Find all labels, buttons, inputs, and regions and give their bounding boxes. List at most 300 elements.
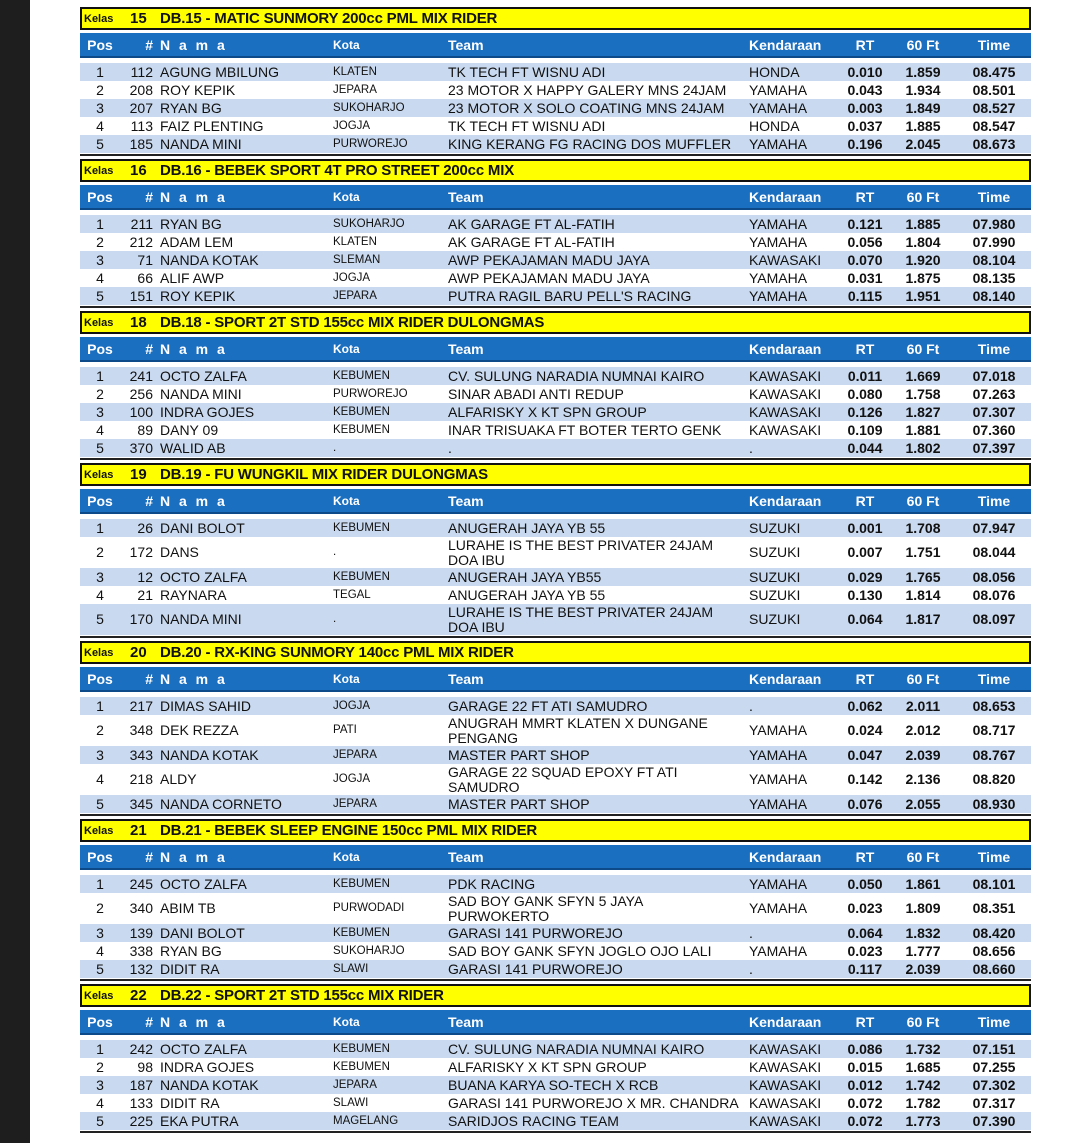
cell-sixty-ft: 1.881 (905, 422, 941, 438)
cell-team: ANUGRAH MMRT KLATEN X DUNGANE PENGANG (448, 715, 708, 746)
cell-reaction-time: 0.080 (847, 386, 883, 402)
cell-name: FAIZ PLENTING (160, 118, 264, 134)
cell-city: KEBUMEN (333, 927, 390, 939)
cell-reaction-time: 0.047 (847, 747, 883, 763)
cell-name: RAYNARA (160, 587, 227, 603)
cell-city: JOGJA (333, 700, 371, 712)
kelas-number: 21 (130, 822, 147, 839)
table-row (80, 367, 1031, 385)
cell-time: 08.501 (972, 82, 1016, 98)
cell-pos: 5 (96, 611, 104, 627)
header-number: # (145, 1014, 153, 1030)
cell-vehicle: YAMAHA (749, 796, 808, 812)
class-title: DB.15 - MATIC SUNMORY 200cc PML MIX RIDER (160, 10, 498, 27)
header-sixty-ft: 60 Ft (906, 189, 940, 205)
cell-sixty-ft: 1.758 (905, 386, 941, 402)
cell-sixty-ft: 1.809 (905, 900, 941, 916)
cell-pos: 5 (96, 440, 104, 456)
cell-reaction-time: 0.050 (847, 876, 883, 892)
cell-pos: 1 (96, 368, 104, 384)
cell-time: 08.097 (972, 611, 1016, 627)
cell-time: 07.317 (972, 1095, 1016, 1111)
cell-name: DANI BOLOT (160, 520, 245, 536)
cell-city: KEBUMEN (333, 878, 390, 890)
cell-team: ALFARISKY X KT SPN GROUP (448, 404, 647, 420)
header-name: N a m a (160, 189, 228, 205)
results-table (80, 697, 1031, 816)
class-title: DB.20 - RX-KING SUNMORY 140cc PML MIX RIDER (160, 644, 514, 661)
header-city: Kota (333, 850, 360, 864)
header-name: N a m a (160, 341, 228, 357)
results-table (80, 519, 1031, 638)
results-table (80, 215, 1031, 308)
cell-name: INDRA GOJES (160, 404, 255, 420)
cell-reaction-time: 0.086 (847, 1041, 883, 1057)
table-row (80, 117, 1031, 135)
table-row (80, 519, 1031, 537)
header-team: Team (448, 849, 484, 865)
cell-sixty-ft: 1.777 (905, 943, 941, 959)
class-section (80, 641, 1031, 819)
cell-number: 113 (130, 118, 153, 134)
cell-team: AWP PEKAJAMAN MADU JAYA (448, 252, 650, 268)
cell-pos: 4 (96, 587, 104, 603)
cell-pos: 1 (96, 520, 104, 536)
header-number: # (145, 493, 153, 509)
cell-city: JEPARA (333, 749, 377, 761)
cell-city: MAGELANG (333, 1115, 399, 1127)
cell-reaction-time: 0.070 (847, 252, 883, 268)
cell-reaction-time: 0.117 (847, 961, 883, 977)
kelas-label: Kelas (84, 468, 114, 481)
cell-number: 66 (137, 270, 153, 286)
cell-name: AGUNG MBILUNG (160, 64, 280, 80)
cell-city: . (333, 442, 337, 454)
header-city: Kota (333, 342, 360, 356)
cell-number: 112 (130, 64, 153, 80)
cell-name: DANI BOLOT (160, 925, 245, 941)
cell-city: KEBUMEN (333, 571, 390, 583)
cell-city: PATI (333, 724, 357, 736)
cell-city: KLATEN (333, 66, 377, 78)
class-section (80, 311, 1031, 463)
cell-vehicle: SUZUKI (749, 544, 801, 560)
cell-reaction-time: 0.015 (847, 1059, 883, 1075)
cell-vehicle: YAMAHA (749, 747, 808, 763)
table-row (80, 795, 1031, 813)
cell-vehicle: YAMAHA (749, 288, 808, 304)
cell-reaction-time: 0.010 (847, 64, 883, 80)
cell-time: 08.930 (972, 796, 1016, 812)
cell-time: 08.076 (972, 587, 1016, 603)
cell-city: KEBUMEN (333, 406, 390, 418)
cell-sixty-ft: 1.742 (905, 1077, 941, 1093)
cell-vehicle: KAWASAKI (749, 252, 822, 268)
cell-vehicle: KAWASAKI (749, 368, 822, 384)
cell-number: 185 (129, 136, 153, 152)
kelas-label: Kelas (84, 12, 114, 25)
cell-number: 12 (137, 569, 153, 585)
kelas-label: Kelas (84, 316, 114, 329)
cell-number: 133 (129, 1095, 153, 1111)
cell-number: 21 (137, 587, 153, 603)
cell-vehicle: KAWASAKI (749, 404, 822, 420)
cell-number: 89 (137, 422, 153, 438)
cell-sixty-ft: 1.804 (905, 234, 941, 250)
header-sixty-ft: 60 Ft (906, 1014, 940, 1030)
cell-city: SUKOHARJO (333, 102, 405, 114)
cell-reaction-time: 0.142 (847, 771, 883, 787)
cell-reaction-time: 0.011 (847, 368, 883, 384)
cell-vehicle: KAWASAKI (749, 422, 822, 438)
cell-reaction-time: 0.023 (847, 943, 883, 959)
header-city: Kota (333, 672, 360, 686)
cell-time: 08.044 (972, 544, 1016, 560)
kelas-number: 16 (130, 162, 147, 179)
table-header (80, 489, 1031, 514)
results-table (80, 63, 1031, 156)
cell-reaction-time: 0.115 (847, 288, 883, 304)
cell-time: 08.820 (972, 771, 1016, 787)
cell-pos: 4 (96, 422, 104, 438)
class-section (80, 7, 1031, 159)
cell-reaction-time: 0.121 (847, 216, 883, 232)
cell-sixty-ft: 2.055 (905, 796, 941, 812)
cell-number: 256 (129, 386, 153, 402)
header-vehicle: Kendaraan (749, 493, 822, 509)
cell-sixty-ft: 1.861 (905, 876, 941, 892)
cell-vehicle: YAMAHA (749, 270, 808, 286)
cell-number: 26 (137, 520, 153, 536)
table-row (80, 764, 1031, 795)
cell-team: CV. SULUNG NARADIA NUMNAI KAIRO (448, 368, 705, 384)
cell-name: OCTO ZALFA (160, 368, 247, 384)
class-title: DB.22 - SPORT 2T STD 155cc MIX RIDER (160, 987, 444, 1004)
class-banner (80, 159, 1031, 182)
cell-name: NANDA KOTAK (160, 1077, 259, 1093)
cell-team: 23 MOTOR X HAPPY GALERY MNS 24JAM (448, 82, 727, 98)
table-row (80, 697, 1031, 715)
cell-sixty-ft: 1.817 (905, 611, 941, 627)
cell-sixty-ft: 2.011 (905, 698, 941, 714)
header-team: Team (448, 189, 484, 205)
cell-reaction-time: 0.012 (847, 1077, 883, 1093)
header-number: # (145, 671, 153, 687)
cell-name: ADAM LEM (160, 234, 234, 250)
cell-city: JOGJA (333, 272, 371, 284)
cell-time: 08.653 (972, 698, 1016, 714)
cell-pos: 1 (96, 876, 104, 892)
cell-vehicle: SUZUKI (749, 587, 801, 603)
cell-reaction-time: 0.056 (847, 234, 883, 250)
header-name: N a m a (160, 849, 228, 865)
header-reaction-time: RT (855, 1014, 875, 1030)
cell-reaction-time: 0.044 (847, 440, 883, 456)
cell-time: 08.475 (972, 64, 1016, 80)
cell-time: 08.140 (972, 288, 1016, 304)
table-row (80, 135, 1031, 153)
cell-city: KLATEN (333, 236, 377, 248)
cell-name: DANS (160, 544, 199, 560)
cell-city: JOGJA (333, 773, 371, 785)
cell-vehicle: YAMAHA (749, 82, 808, 98)
table-row (80, 1094, 1031, 1112)
cell-sixty-ft: 1.859 (905, 64, 941, 80)
cell-number: 245 (129, 876, 153, 892)
cell-city: SLEMAN (333, 254, 381, 266)
cell-sixty-ft: 1.934 (905, 82, 941, 98)
cell-reaction-time: 0.037 (847, 118, 883, 134)
cell-sixty-ft: 1.885 (905, 118, 941, 134)
cell-number: 343 (129, 747, 153, 763)
cell-vehicle: SUZUKI (749, 520, 801, 536)
cell-number: 132 (129, 961, 153, 977)
cell-reaction-time: 0.007 (847, 544, 883, 560)
cell-team: ALFARISKY X KT SPN GROUP (448, 1059, 647, 1075)
cell-team: SAD BOY GANK SFYN JOGLO OJO LALI (448, 943, 712, 959)
table-row (80, 81, 1031, 99)
cell-time: 07.302 (972, 1077, 1016, 1093)
cell-number: 172 (129, 544, 153, 560)
cell-number: 212 (129, 234, 153, 250)
header-city: Kota (333, 190, 360, 204)
cell-name: RYAN BG (160, 100, 222, 116)
header-team: Team (448, 37, 484, 53)
header-time: Time (977, 189, 1011, 205)
cell-pos: 2 (96, 82, 104, 98)
header-vehicle: Kendaraan (749, 341, 822, 357)
cell-pos: 4 (96, 1095, 104, 1111)
table-header (80, 185, 1031, 210)
cell-vehicle: YAMAHA (749, 943, 808, 959)
cell-pos: 5 (96, 136, 104, 152)
cell-city: PURWOREJO (333, 138, 408, 150)
cell-name: ALDY (160, 771, 197, 787)
cell-team: TK TECH FT WISNU ADI (448, 64, 606, 80)
cell-team: ANUGERAH JAYA YB 55 (448, 587, 606, 603)
cell-time: 07.990 (972, 234, 1016, 250)
class-banner (80, 819, 1031, 842)
class-banner (80, 311, 1031, 334)
cell-vehicle: SUZUKI (749, 611, 801, 627)
header-reaction-time: RT (855, 493, 875, 509)
results-table (80, 367, 1031, 460)
cell-pos: 2 (96, 722, 104, 738)
class-banner (80, 463, 1031, 486)
table-row (80, 251, 1031, 269)
cell-pos: 3 (96, 747, 104, 763)
header-name: N a m a (160, 493, 228, 509)
header-number: # (145, 189, 153, 205)
cell-pos: 3 (96, 569, 104, 585)
cell-pos: 4 (96, 771, 104, 787)
kelas-number: 18 (130, 314, 147, 331)
cell-name: NANDA KOTAK (160, 252, 259, 268)
cell-vehicle: HONDA (749, 118, 800, 134)
cell-name: ABIM TB (160, 900, 216, 916)
cell-sixty-ft: 1.920 (905, 252, 941, 268)
cell-reaction-time: 0.126 (847, 404, 883, 420)
header-city: Kota (333, 38, 360, 52)
cell-pos: 1 (96, 1041, 104, 1057)
header-time: Time (977, 37, 1011, 53)
cell-team: MASTER PART SHOP (448, 747, 590, 763)
table-row (80, 924, 1031, 942)
cell-city: PURWOREJO (333, 388, 408, 400)
cell-number: 170 (129, 611, 153, 627)
class-title: DB.21 - BEBEK SLEEP ENGINE 150cc PML MIX RIDER (160, 822, 538, 839)
cell-city: JEPARA (333, 1079, 377, 1091)
cell-vehicle: HONDA (749, 64, 800, 80)
cell-team: GARASI 141 PURWOREJO X MR. CHANDRA (448, 1095, 739, 1111)
header-reaction-time: RT (855, 671, 875, 687)
cell-time: 08.673 (972, 136, 1016, 152)
cell-time: 07.018 (972, 368, 1016, 384)
header-number: # (145, 849, 153, 865)
header-time: Time (977, 1014, 1011, 1030)
header-name: N a m a (160, 1014, 228, 1030)
cell-time: 07.360 (972, 422, 1016, 438)
cell-pos: 2 (96, 1059, 104, 1075)
cell-vehicle: YAMAHA (749, 722, 808, 738)
cell-reaction-time: 0.130 (847, 587, 883, 603)
cell-team: BUANA KARYA SO-TECH X RCB (448, 1077, 659, 1093)
cell-team: . (448, 440, 452, 456)
header-pos: Pos (87, 671, 113, 687)
cell-city: KEBUMEN (333, 522, 390, 534)
cell-name: ROY KEPIK (160, 82, 236, 98)
table-row (80, 568, 1031, 586)
cell-team: CV. SULUNG NARADIA NUMNAI KAIRO (448, 1041, 705, 1057)
table-row (80, 63, 1031, 81)
cell-city: JOGJA (333, 120, 371, 132)
cell-sixty-ft: 1.685 (905, 1059, 941, 1075)
table-row (80, 960, 1031, 978)
cell-name: OCTO ZALFA (160, 876, 247, 892)
header-pos: Pos (87, 849, 113, 865)
cell-pos: 3 (96, 925, 104, 941)
header-city: Kota (333, 1015, 360, 1029)
cell-sixty-ft: 2.039 (905, 961, 941, 977)
cell-name: DIMAS SAHID (160, 698, 252, 714)
kelas-label: Kelas (84, 646, 114, 659)
cell-pos: 1 (96, 216, 104, 232)
table-row (80, 715, 1031, 746)
cell-time: 07.151 (972, 1041, 1016, 1057)
cell-vehicle: YAMAHA (749, 234, 808, 250)
table-row (80, 1040, 1031, 1058)
header-pos: Pos (87, 1014, 113, 1030)
cell-sixty-ft: 1.765 (905, 569, 941, 585)
cell-pos: 4 (96, 943, 104, 959)
cell-sixty-ft: 2.045 (905, 136, 941, 152)
cell-team: MASTER PART SHOP (448, 796, 590, 812)
cell-city: . (333, 546, 337, 558)
cell-number: 151 (129, 288, 153, 304)
table-row (80, 439, 1031, 457)
cell-sixty-ft: 2.012 (905, 722, 941, 738)
header-reaction-time: RT (855, 341, 875, 357)
cell-pos: 2 (96, 234, 104, 250)
header-number: # (145, 37, 153, 53)
cell-number: 340 (129, 900, 153, 916)
cell-number: 241 (129, 368, 153, 384)
class-title: DB.18 - SPORT 2T STD 155cc MIX RIDER DULONGMAS (160, 314, 545, 331)
cell-team: LURAHE IS THE BEST PRIVATER 24JAM DOA IBU (448, 604, 714, 635)
cell-time: 07.980 (972, 216, 1016, 232)
cell-city: KEBUMEN (333, 424, 390, 436)
cell-sixty-ft: 1.875 (905, 270, 941, 286)
header-vehicle: Kendaraan (749, 849, 822, 865)
header-pos: Pos (87, 493, 113, 509)
table-row (80, 215, 1031, 233)
table-header (80, 845, 1031, 870)
cell-city: SUKOHARJO (333, 945, 405, 957)
table-header (80, 1010, 1031, 1035)
table-header (80, 667, 1031, 692)
cell-pos: 2 (96, 386, 104, 402)
cell-pos: 5 (96, 796, 104, 812)
cell-team: GARAGE 22 FT ATI SAMUDRO (448, 698, 648, 714)
cell-pos: 2 (96, 900, 104, 916)
cell-reaction-time: 0.001 (847, 520, 883, 536)
cell-city: . (333, 613, 337, 625)
cell-pos: 5 (96, 1113, 104, 1129)
cell-pos: 3 (96, 252, 104, 268)
header-time: Time (977, 849, 1011, 865)
table-header (80, 33, 1031, 58)
header-time: Time (977, 493, 1011, 509)
cell-team: AK GARAGE FT AL-FATIH (448, 216, 615, 232)
cell-time: 08.660 (972, 961, 1016, 977)
class-title: DB.16 - BEBEK SPORT 4T PRO STREET 200cc MIX (160, 162, 514, 179)
cell-sixty-ft: 1.669 (905, 368, 941, 384)
cell-time: 07.307 (972, 404, 1016, 420)
cell-city: SUKOHARJO (333, 218, 405, 230)
cell-pos: 3 (96, 100, 104, 116)
class-banner (80, 7, 1031, 30)
cell-vehicle: KAWASAKI (749, 386, 822, 402)
kelas-number: 19 (130, 466, 147, 483)
cell-reaction-time: 0.029 (847, 569, 883, 585)
cell-name: WALID AB (160, 440, 226, 456)
cell-city: JEPARA (333, 290, 377, 302)
cell-number: 348 (129, 722, 153, 738)
kelas-label: Kelas (84, 989, 114, 1002)
results-table (80, 875, 1031, 981)
cell-reaction-time: 0.064 (847, 925, 883, 941)
header-sixty-ft: 60 Ft (906, 341, 940, 357)
header-vehicle: Kendaraan (749, 671, 822, 687)
cell-team: PUTRA RAGIL BARU PELL'S RACING (448, 288, 692, 304)
cell-time: 08.351 (972, 900, 1016, 916)
cell-name: DIDIT RA (160, 1095, 220, 1111)
cell-team: LURAHE IS THE BEST PRIVATER 24JAM DOA IBU (448, 537, 714, 568)
cell-name: OCTO ZALFA (160, 1041, 247, 1057)
cell-sixty-ft: 1.885 (905, 216, 941, 232)
cell-city: SLAWI (333, 963, 369, 975)
cell-name: NANDA MINI (160, 611, 242, 627)
header-name: N a m a (160, 671, 228, 687)
cell-number: 100 (129, 404, 153, 420)
table-row (80, 604, 1031, 635)
cell-vehicle: . (749, 698, 753, 714)
cell-name: DEK REZZA (160, 722, 239, 738)
cell-number: 208 (129, 82, 153, 98)
cell-sixty-ft: 1.951 (905, 288, 941, 304)
cell-sixty-ft: 1.782 (905, 1095, 941, 1111)
table-row (80, 233, 1031, 251)
